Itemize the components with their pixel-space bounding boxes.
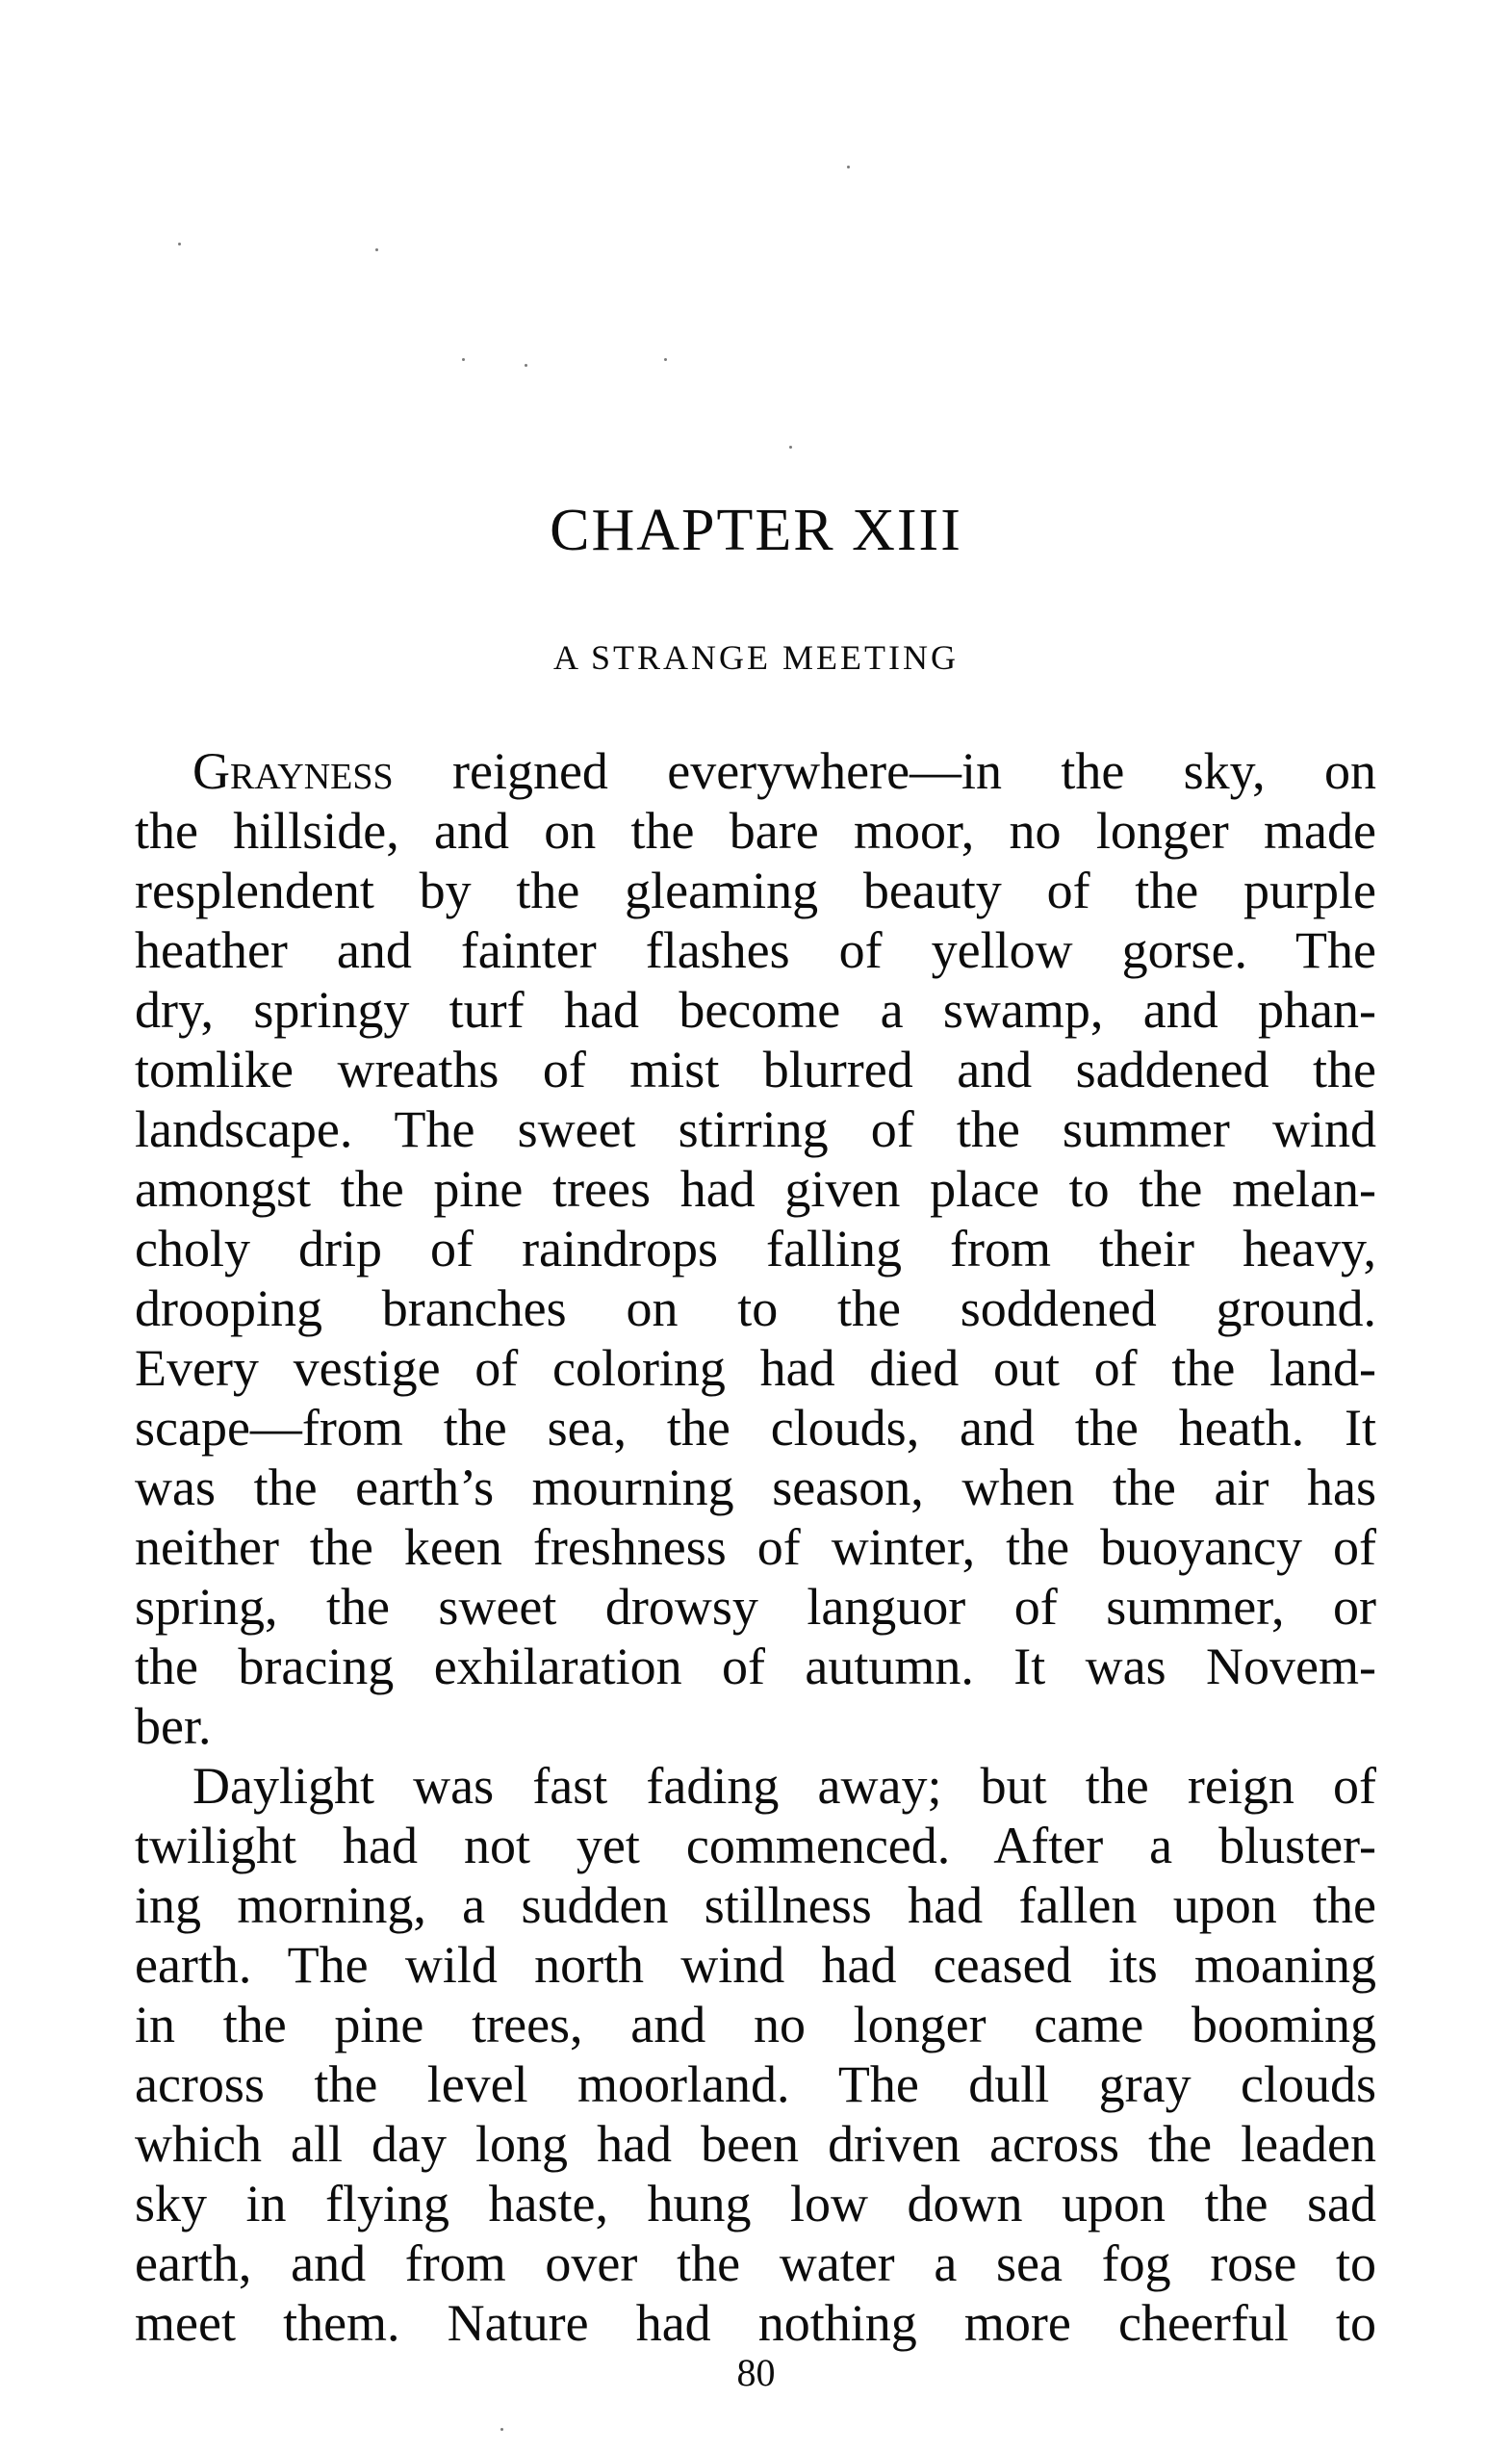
paragraph-1-line: ber. [135,1697,212,1755]
paragraph-2-line: in the pine trees, and no longer came booming [135,1996,1376,2053]
scan-speck [375,248,378,251]
paragraph-1-line: tomlike wreaths of mist blurred and saddened the [135,1041,1376,1098]
paragraph-1-line: resplendent by the gleaming beauty of the purple [135,862,1376,919]
paragraph-1-line: Every vestige of coloring had died out of the land- [135,1339,1376,1397]
paragraph-1-line-1 [192,741,1376,801]
paragraph-2-line: earth, and from over the water a sea fog rose to [135,2234,1376,2292]
paragraph-1-line: dry, springy turf had become a swamp, and phan- [135,981,1376,1039]
paragraph-2-line: earth. The wild north wind had ceased its moaning [135,1936,1376,1994]
paragraph-1-line: the hillside, and on the bare moor, no longer made [135,802,1376,860]
paragraph-2-line: ing morning, a sudden stillness had fallen upon the [135,1876,1376,1934]
paragraph-1-line: landscape. The sweet stirring of the summer wind [135,1100,1376,1158]
paragraph-1-line: drooping branches on to the soddened ground. [135,1279,1376,1337]
paragraph-1-line: choly drip of raindrops falling from their heavy, [135,1220,1376,1278]
scan-speck [525,364,527,367]
paragraph-1-line: neither the keen freshness of winter, the buoyancy of [135,1518,1376,1576]
scan-speck [664,358,667,361]
chapter-title: CHAPTER XIII [550,498,962,563]
chapter-subtitle: A STRANGE MEETING [553,638,959,677]
paragraph-1-line: spring, the sweet drowsy languor of summer, or [135,1578,1376,1636]
scan-speck [178,243,181,245]
paragraph-1-line: heather and fainter flashes of yellow gorse. The [135,921,1376,979]
scan-speck [847,166,850,168]
scan-speck [789,446,792,449]
drop-word: Grayness [192,742,394,800]
scan-speck [500,2428,503,2431]
scan-speck [462,358,465,361]
paragraph-2-line: which all day long had been driven across the leaden [135,2115,1376,2173]
paragraph-2-line: twilight had not yet commenced. After a bluster- [135,1817,1376,1874]
paragraph-1-line: was the earth’s mourning season, when the air has [135,1458,1376,1516]
paragraph-1-line: amongst the pine trees had given place to the melan- [135,1160,1376,1218]
paragraph-1-line: scape—from the sea, the clouds, and the heath. It [135,1399,1376,1457]
page-number: 80 [736,2351,776,2394]
paragraph-2-line: across the level moorland. The dull gray clouds [135,2055,1376,2113]
paragraph-2-line: meet them. Nature had nothing more cheerful to [135,2294,1376,2352]
line-text: reigned everywhere—in the sky, on [393,742,1376,800]
paragraph-2-line: Daylight was fast fading away; but the reign of [192,1757,1376,1815]
paragraph-2-line: sky in flying haste, hung low down upon the sad [135,2175,1376,2233]
paragraph-1-line: the bracing exhilaration of autumn. It was Novem- [135,1638,1376,1695]
